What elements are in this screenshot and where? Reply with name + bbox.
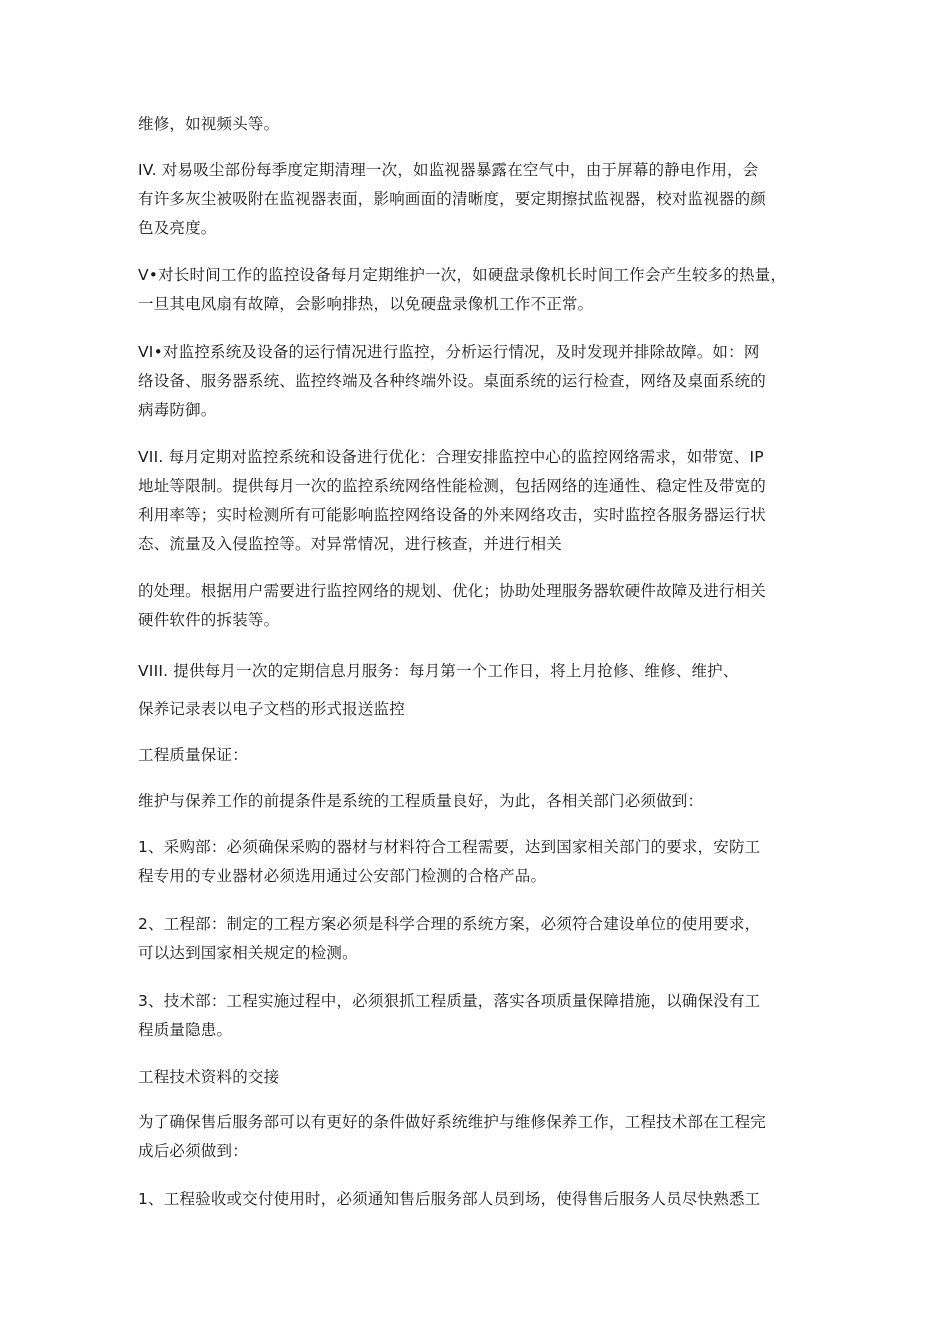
text-line: 保养记录表以电子文档的形式报送监控 xyxy=(138,700,405,718)
section-heading-handover xyxy=(138,1063,828,1092)
paragraph-10 xyxy=(138,787,828,816)
text-line: 3、技术部：工程实施过程中，必须狠抓工程质量，落实各项质量保障措施，以确保没有工 xyxy=(138,992,761,1010)
paragraph-5 xyxy=(138,443,828,559)
text-line: 1、采购部：必须确保采购的器材与材料符合工程需要，达到国家相关部门的要求，安防工 xyxy=(138,838,761,856)
text-line: 利用率等；实时检测所有可能影响监控网络设备的外来网络攻击，实时监控各服务器运行状 xyxy=(138,506,767,524)
text-line: 有许多灰尘被吸附在监视器表面，影响画面的清晰度，要定期擦拭监视器，校对监视器的颜 xyxy=(138,190,767,208)
section-heading-quality xyxy=(138,741,828,770)
paragraph-3 xyxy=(138,261,828,319)
text-line: 程专用的专业器材必须选用通过公安部门检测的合格产品。 xyxy=(138,867,547,885)
text-line: 态、流量及入侵监控等。对异常情况，进行核查，并进行相关 xyxy=(138,535,562,553)
text-line: 可以达到国家相关规定的检测。 xyxy=(138,944,358,962)
paragraph-1 xyxy=(138,110,828,139)
text-line: 工程质量保证： xyxy=(138,746,248,764)
text-line: V•对长时间工作的监控设备每月定期维护一次，如硬盘录像机长时间工作会产生较多的热量， xyxy=(138,266,787,284)
text-line: 工程技术资料的交接 xyxy=(138,1068,280,1086)
text-line: 色及亮度。 xyxy=(138,219,217,237)
paragraph-6 xyxy=(138,577,828,635)
text-line: 1、工程验收或交付使用时，必须通知售后服务部人员到场，使得售后服务人员尽快熟悉工 xyxy=(138,1190,761,1208)
text-line: 地址等限制。提供每月一次的监控系统网络性能检测，包括网络的连通性、稳定性及带宽的 xyxy=(138,477,767,495)
paragraph-8 xyxy=(138,695,828,724)
text-line: 络设备、服务器系统、监控终端及各种终端外设。桌面系统的运行检查，网络及桌面系统的 xyxy=(138,372,767,390)
text-line: VIII. 提供每月一次的定期信息月服务：每月第一个工作日，将上月抢修、维修、维护、 xyxy=(138,662,739,680)
text-line: IV. 对易吸尘部份每季度定期清理一次，如监视器暴露在空气中，由于屏幕的静电作用，会 xyxy=(138,161,759,179)
text-line: 的处理。根据用户需要进行监控网络的规划、优化；协助处理服务器软硬件故障及进行相关 xyxy=(138,582,767,600)
paragraph-15 xyxy=(138,1108,828,1166)
text-line: 成后必须做到： xyxy=(138,1142,248,1160)
paragraph-7 xyxy=(138,657,828,686)
text-line: 程质量隐患。 xyxy=(138,1021,233,1039)
paragraph-16 xyxy=(138,1185,828,1214)
text-line: 为了确保售后服务部可以有更好的条件做好系统维护与维修保养工作，工程技术部在工程完 xyxy=(138,1113,767,1131)
text-line: 一旦其电风扇有故障，会影响排热，以免硬盘录像机工作不正常。 xyxy=(138,295,594,313)
paragraph-2 xyxy=(138,156,828,243)
text-line: 病毒防御。 xyxy=(138,401,217,419)
text-line: 维修，如视频头等。 xyxy=(138,115,280,133)
paragraph-13 xyxy=(138,987,828,1045)
text-line: 硬件软件的拆装等。 xyxy=(138,611,280,629)
text-line: VI•对监控系统及设备的运行情况进行监控，分析运行情况，及时发现并排除故障。如：网 xyxy=(138,343,760,361)
text-line: 维护与保养工作的前提条件是系统的工程质量良好，为此，各相关部门必须做到： xyxy=(138,792,704,810)
paragraph-4 xyxy=(138,338,828,425)
text-line: VII. 每月定期对监控系统和设备进行优化：合理安排监控中心的监控网络需求，如带宽、IP xyxy=(138,448,764,466)
paragraph-11 xyxy=(138,833,828,891)
text-line: 2、工程部：制定的工程方案必须是科学合理的系统方案，必须符合建设单位的使用要求， xyxy=(138,915,761,933)
paragraph-12 xyxy=(138,910,828,968)
